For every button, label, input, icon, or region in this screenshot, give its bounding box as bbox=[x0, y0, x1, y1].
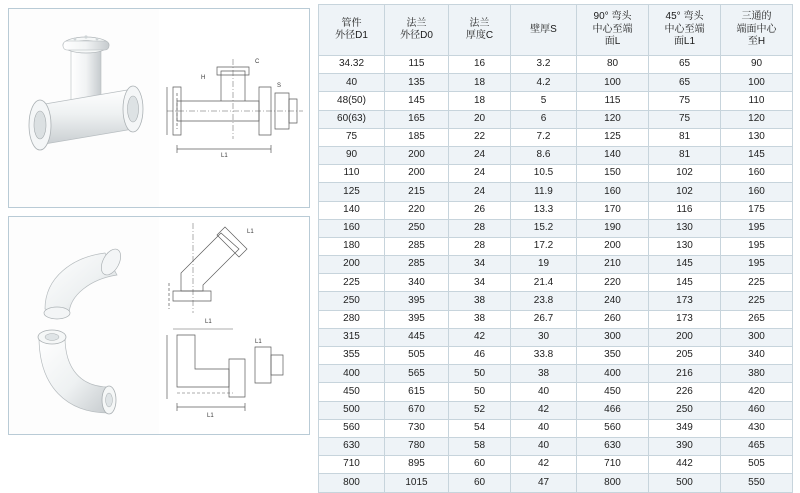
cell: 200 bbox=[385, 146, 449, 164]
cell: 140 bbox=[319, 201, 385, 219]
cell: 355 bbox=[319, 347, 385, 365]
dimension-label-L1-c: L1 bbox=[207, 413, 214, 419]
cell: 630 bbox=[319, 437, 385, 455]
cell: 442 bbox=[649, 456, 721, 474]
cell: 250 bbox=[385, 219, 449, 237]
cell: 46 bbox=[449, 347, 511, 365]
cell: 80 bbox=[577, 56, 649, 74]
cell: 102 bbox=[649, 183, 721, 201]
cell: 195 bbox=[721, 219, 793, 237]
cell: 226 bbox=[649, 383, 721, 401]
cell: 173 bbox=[649, 292, 721, 310]
cell: 445 bbox=[385, 328, 449, 346]
header-line-2: 中心至端 bbox=[664, 23, 705, 35]
header-line-1: 法兰 bbox=[406, 17, 427, 29]
cell: 400 bbox=[577, 365, 649, 383]
tee-fitting-photo bbox=[9, 9, 159, 207]
figures-column bbox=[0, 0, 318, 443]
cell: 205 bbox=[649, 347, 721, 365]
cell: 300 bbox=[577, 328, 649, 346]
cell: 400 bbox=[319, 365, 385, 383]
header-line-1: 45° 弯头 bbox=[665, 11, 704, 23]
cell: 33.8 bbox=[511, 347, 577, 365]
cell: 175 bbox=[721, 201, 793, 219]
cell: 38 bbox=[449, 292, 511, 310]
elbow-fitting-photo bbox=[9, 217, 159, 434]
cell: 120 bbox=[721, 110, 793, 128]
cell: 160 bbox=[577, 183, 649, 201]
cell: 120 bbox=[577, 110, 649, 128]
table-row bbox=[319, 274, 793, 292]
cell: 130 bbox=[721, 128, 793, 146]
header-line-1: 90° 弯头 bbox=[593, 11, 632, 23]
cell: 630 bbox=[577, 437, 649, 455]
cell: 430 bbox=[721, 419, 793, 437]
cell: 1015 bbox=[385, 474, 449, 492]
header-flange-thickness-c bbox=[449, 5, 511, 56]
cell: 52 bbox=[449, 401, 511, 419]
table-row bbox=[319, 456, 793, 474]
figure-panel-tee bbox=[8, 8, 310, 208]
cell: 225 bbox=[721, 292, 793, 310]
cell: 349 bbox=[649, 419, 721, 437]
tee-technical-drawing bbox=[159, 9, 309, 207]
cell: 466 bbox=[577, 401, 649, 419]
cell: 5 bbox=[511, 92, 577, 110]
table-row bbox=[319, 74, 793, 92]
cell: 190 bbox=[577, 219, 649, 237]
figure-panel-tee-inner bbox=[9, 9, 309, 207]
cell: 116 bbox=[649, 201, 721, 219]
header-line-1: 三通的 bbox=[741, 11, 772, 23]
cell: 10.5 bbox=[511, 165, 577, 183]
specification-table bbox=[318, 4, 793, 493]
dimension-label-C: C bbox=[255, 59, 260, 65]
cell: 7.2 bbox=[511, 128, 577, 146]
cell: 460 bbox=[721, 401, 793, 419]
cell: 145 bbox=[721, 146, 793, 164]
cell: 65 bbox=[649, 74, 721, 92]
cell: 420 bbox=[721, 383, 793, 401]
table-body bbox=[319, 56, 793, 493]
cell: 500 bbox=[649, 474, 721, 492]
cell: 285 bbox=[385, 237, 449, 255]
cell: 130 bbox=[649, 237, 721, 255]
header-line-1: 法兰 bbox=[469, 17, 490, 29]
cell: 24 bbox=[449, 183, 511, 201]
cell: 895 bbox=[385, 456, 449, 474]
cell: 710 bbox=[577, 456, 649, 474]
cell: 315 bbox=[319, 328, 385, 346]
cell: 185 bbox=[385, 128, 449, 146]
cell: 20 bbox=[449, 110, 511, 128]
dimension-label-L1-d: L1 bbox=[255, 339, 262, 345]
cell: 115 bbox=[577, 92, 649, 110]
cell: 40 bbox=[511, 437, 577, 455]
cell: 100 bbox=[721, 74, 793, 92]
cell: 300 bbox=[721, 328, 793, 346]
figure-panel-elbow bbox=[8, 216, 310, 435]
cell: 780 bbox=[385, 437, 449, 455]
cell: 60 bbox=[449, 474, 511, 492]
header-45-elbow-center-to-face-l1 bbox=[649, 5, 721, 56]
cell: 21.4 bbox=[511, 274, 577, 292]
cell: 285 bbox=[385, 256, 449, 274]
header-line-2: 厚度C bbox=[465, 30, 494, 41]
cell: 265 bbox=[721, 310, 793, 328]
table-row bbox=[319, 474, 793, 492]
header-line-2: 中心至端 bbox=[592, 23, 633, 35]
cell: 54 bbox=[449, 419, 511, 437]
cell: 81 bbox=[649, 146, 721, 164]
cell: 560 bbox=[319, 419, 385, 437]
cell: 42 bbox=[511, 401, 577, 419]
cell: 28 bbox=[449, 237, 511, 255]
cell: 22 bbox=[449, 128, 511, 146]
table-row bbox=[319, 437, 793, 455]
cell: 40 bbox=[511, 383, 577, 401]
cell: 800 bbox=[577, 474, 649, 492]
cell: 160 bbox=[319, 219, 385, 237]
table-row bbox=[319, 110, 793, 128]
cell: 160 bbox=[721, 183, 793, 201]
table-row bbox=[319, 92, 793, 110]
cell: 16 bbox=[449, 56, 511, 74]
cell: 145 bbox=[385, 92, 449, 110]
cell: 75 bbox=[319, 128, 385, 146]
header-flange-outer-diameter-d0 bbox=[385, 5, 449, 56]
cell: 215 bbox=[385, 183, 449, 201]
cell: 125 bbox=[319, 183, 385, 201]
header-line-1: 壁厚S bbox=[530, 23, 557, 35]
cell: 42 bbox=[511, 456, 577, 474]
table-row bbox=[319, 328, 793, 346]
cell: 60(63) bbox=[319, 110, 385, 128]
header-line-3: 面L1 bbox=[673, 36, 696, 48]
header-outer-diameter-d1 bbox=[319, 5, 385, 56]
header-tee-face-to-center-h bbox=[721, 5, 793, 56]
cell: 24 bbox=[449, 165, 511, 183]
cell: 140 bbox=[577, 146, 649, 164]
header-line-1: 管件 bbox=[341, 17, 362, 29]
table-header bbox=[319, 5, 793, 56]
cell: 145 bbox=[649, 256, 721, 274]
cell: 800 bbox=[319, 474, 385, 492]
figure-panel-elbow-inner bbox=[9, 217, 309, 434]
cell: 34.32 bbox=[319, 56, 385, 74]
cell: 110 bbox=[721, 92, 793, 110]
cell: 110 bbox=[319, 165, 385, 183]
cell: 11.9 bbox=[511, 183, 577, 201]
table-row bbox=[319, 292, 793, 310]
cell: 450 bbox=[577, 383, 649, 401]
header-wall-thickness-s bbox=[511, 5, 577, 56]
table-row bbox=[319, 56, 793, 74]
cell: 90 bbox=[721, 56, 793, 74]
cell: 40 bbox=[319, 74, 385, 92]
table-row bbox=[319, 201, 793, 219]
table-row bbox=[319, 165, 793, 183]
table-row bbox=[319, 183, 793, 201]
cell: 240 bbox=[577, 292, 649, 310]
header-line-3: 面L bbox=[604, 36, 621, 48]
table-row bbox=[319, 365, 793, 383]
cell: 26 bbox=[449, 201, 511, 219]
cell: 710 bbox=[319, 456, 385, 474]
cell: 210 bbox=[577, 256, 649, 274]
cell: 200 bbox=[649, 328, 721, 346]
cell: 160 bbox=[721, 165, 793, 183]
cell: 8.6 bbox=[511, 146, 577, 164]
cell: 100 bbox=[577, 74, 649, 92]
cell: 350 bbox=[577, 347, 649, 365]
specification-table-container bbox=[318, 0, 800, 488]
table-header-row bbox=[319, 5, 793, 56]
table-row bbox=[319, 219, 793, 237]
cell: 260 bbox=[577, 310, 649, 328]
cell: 18 bbox=[449, 74, 511, 92]
cell: 340 bbox=[721, 347, 793, 365]
cell: 23.8 bbox=[511, 292, 577, 310]
cell: 216 bbox=[649, 365, 721, 383]
cell: 145 bbox=[649, 274, 721, 292]
cell: 3.2 bbox=[511, 56, 577, 74]
cell: 173 bbox=[649, 310, 721, 328]
cell: 165 bbox=[385, 110, 449, 128]
table-row bbox=[319, 237, 793, 255]
cell: 6 bbox=[511, 110, 577, 128]
cell: 380 bbox=[721, 365, 793, 383]
cell: 200 bbox=[319, 256, 385, 274]
cell: 34 bbox=[449, 274, 511, 292]
header-90-elbow-center-to-face-l bbox=[577, 5, 649, 56]
dimension-label-H: H bbox=[201, 75, 206, 81]
cell: 75 bbox=[649, 92, 721, 110]
cell: 465 bbox=[721, 437, 793, 455]
cell: 560 bbox=[577, 419, 649, 437]
dimension-label-L1-b: L1 bbox=[205, 319, 212, 325]
cell: 26.7 bbox=[511, 310, 577, 328]
cell: 18 bbox=[449, 92, 511, 110]
cell: 505 bbox=[385, 347, 449, 365]
cell: 170 bbox=[577, 201, 649, 219]
cell: 38 bbox=[511, 365, 577, 383]
cell: 450 bbox=[319, 383, 385, 401]
cell: 81 bbox=[649, 128, 721, 146]
cell: 195 bbox=[721, 256, 793, 274]
cell: 24 bbox=[449, 146, 511, 164]
cell: 250 bbox=[649, 401, 721, 419]
cell: 19 bbox=[511, 256, 577, 274]
cell: 47 bbox=[511, 474, 577, 492]
table-row bbox=[319, 310, 793, 328]
cell: 615 bbox=[385, 383, 449, 401]
cell: 280 bbox=[319, 310, 385, 328]
cell: 220 bbox=[577, 274, 649, 292]
dimension-label-S: S bbox=[277, 83, 282, 89]
header-line-2: 外径D1 bbox=[335, 30, 368, 41]
cell: 500 bbox=[319, 401, 385, 419]
cell: 200 bbox=[385, 165, 449, 183]
header-line-3: 至H bbox=[747, 36, 766, 48]
table-row bbox=[319, 401, 793, 419]
cell: 102 bbox=[649, 165, 721, 183]
cell: 390 bbox=[649, 437, 721, 455]
cell: 50 bbox=[449, 383, 511, 401]
cell: 13.3 bbox=[511, 201, 577, 219]
cell: 730 bbox=[385, 419, 449, 437]
cell: 505 bbox=[721, 456, 793, 474]
elbow-technical-drawing bbox=[159, 217, 309, 434]
cell: 220 bbox=[385, 201, 449, 219]
cell: 180 bbox=[319, 237, 385, 255]
cell: 135 bbox=[385, 74, 449, 92]
cell: 115 bbox=[385, 56, 449, 74]
cell: 200 bbox=[577, 237, 649, 255]
cell: 34 bbox=[449, 256, 511, 274]
cell: 225 bbox=[319, 274, 385, 292]
cell: 42 bbox=[449, 328, 511, 346]
cell: 250 bbox=[319, 292, 385, 310]
cell: 565 bbox=[385, 365, 449, 383]
cell: 17.2 bbox=[511, 237, 577, 255]
dimension-label-L1: L1 bbox=[221, 153, 228, 159]
cell: 670 bbox=[385, 401, 449, 419]
cell: 48(50) bbox=[319, 92, 385, 110]
cell: 125 bbox=[577, 128, 649, 146]
table-row bbox=[319, 347, 793, 365]
table-row bbox=[319, 128, 793, 146]
table-row bbox=[319, 146, 793, 164]
dimension-label-L1-a: L1 bbox=[247, 229, 254, 235]
cell: 50 bbox=[449, 365, 511, 383]
header-line-2: 外径D0 bbox=[400, 30, 433, 41]
cell: 340 bbox=[385, 274, 449, 292]
table-row bbox=[319, 419, 793, 437]
cell: 395 bbox=[385, 310, 449, 328]
cell: 15.2 bbox=[511, 219, 577, 237]
cell: 75 bbox=[649, 110, 721, 128]
table-row bbox=[319, 256, 793, 274]
cell: 395 bbox=[385, 292, 449, 310]
cell: 40 bbox=[511, 419, 577, 437]
cell: 225 bbox=[721, 274, 793, 292]
cell: 38 bbox=[449, 310, 511, 328]
header-line-2: 端面中心 bbox=[736, 23, 777, 35]
cell: 65 bbox=[649, 56, 721, 74]
cell: 58 bbox=[449, 437, 511, 455]
cell: 30 bbox=[511, 328, 577, 346]
cell: 150 bbox=[577, 165, 649, 183]
table-row bbox=[319, 383, 793, 401]
cell: 550 bbox=[721, 474, 793, 492]
cell: 130 bbox=[649, 219, 721, 237]
cell: 195 bbox=[721, 237, 793, 255]
cell: 28 bbox=[449, 219, 511, 237]
cell: 4.2 bbox=[511, 74, 577, 92]
cell: 60 bbox=[449, 456, 511, 474]
cell: 90 bbox=[319, 146, 385, 164]
